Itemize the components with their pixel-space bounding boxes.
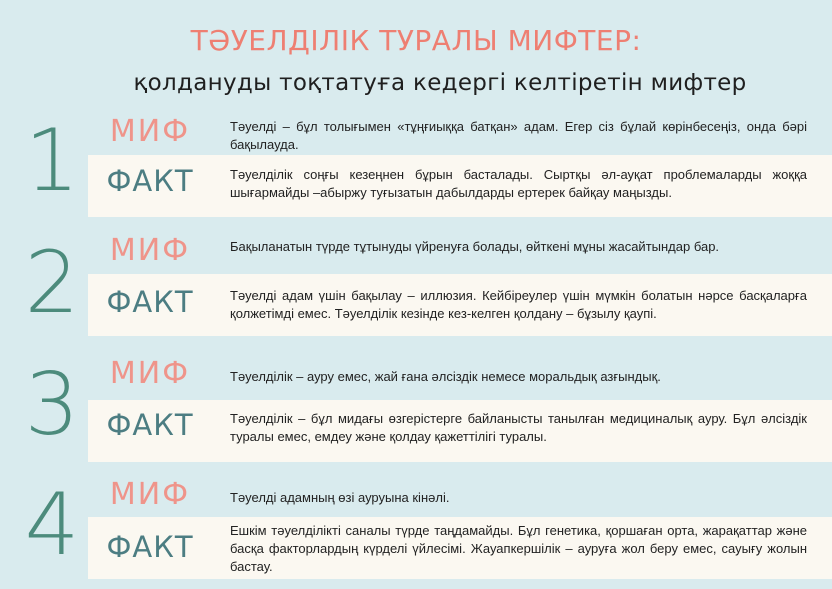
fact-label: ФАКТ [106, 285, 194, 319]
fact-label: ФАКТ [106, 408, 194, 442]
myth-label: МИФ [109, 477, 191, 512]
page-subtitle: қолдануды тоқтатуға кедергі келтіретін мифтер [133, 70, 747, 96]
item-number: 4 [24, 475, 80, 575]
myth-label: МИФ [109, 233, 191, 268]
item-number: 3 [24, 355, 80, 455]
myth-text: Тәуелділік – ауру емес, жай ғана әлсіздік немесе моральдық азғындық. [230, 369, 661, 384]
myth-label: МИФ [109, 356, 191, 391]
page-title: ТӘУЕЛДІЛІК ТУРАЛЫ МИФТЕР: [190, 24, 642, 57]
myth-text: Тәуелді – бұл толығымен «тұңғиыққа батқан» адам. Егер сіз бұлай көрінбесеңіз, онда бәрі бақылауда. [230, 119, 807, 152]
fact-label: ФАКТ [106, 164, 194, 198]
item-number: 2 [24, 233, 80, 333]
myth-text: Тәуелді адамның өзі ауруына кінәлі. [230, 490, 450, 505]
item-number: 1 [24, 111, 80, 211]
fact-text: Тәуелді адам үшін бақылау – иллюзия. Кейбіреулер үшін мүмкін болатын нәрсе басқаларға қолжетімді емес. Тәуелділік кезінде кез-келген қолдану – бұзылу қаупі. [230, 288, 807, 321]
myth-label: МИФ [109, 114, 191, 149]
fact-label: ФАКТ [106, 530, 194, 564]
fact-text: Тәуелділік – бұл мидағы өзгерістерге байланысты танылған медициналық ауру. Бұл әлсіздік туралы емес, емдеу және қолдау қажеттілігі туралы. [230, 411, 807, 444]
fact-text: Ешкім тәуелділікті саналы түрде таңдамайды. Бұл генетика, қоршаған орта, жарақаттар және басқа факторлардың күрделі үйлесімі. Жауапкершілік – ауруға жол беру емес, сауығу жолын бастау. [230, 523, 807, 574]
fact-text: Тәуелділік соңғы кезеңнен бұрын басталады. Сыртқы әл-ауқат проблемаларды жоққа шығармайды –абыржу туғызатын дабылдарды ертерек байқау маңызды. [230, 167, 807, 200]
myth-text: Бақыланатын түрде тұтынуды үйренуға болады, өйткені мұны жасайтындар бар. [230, 239, 720, 254]
